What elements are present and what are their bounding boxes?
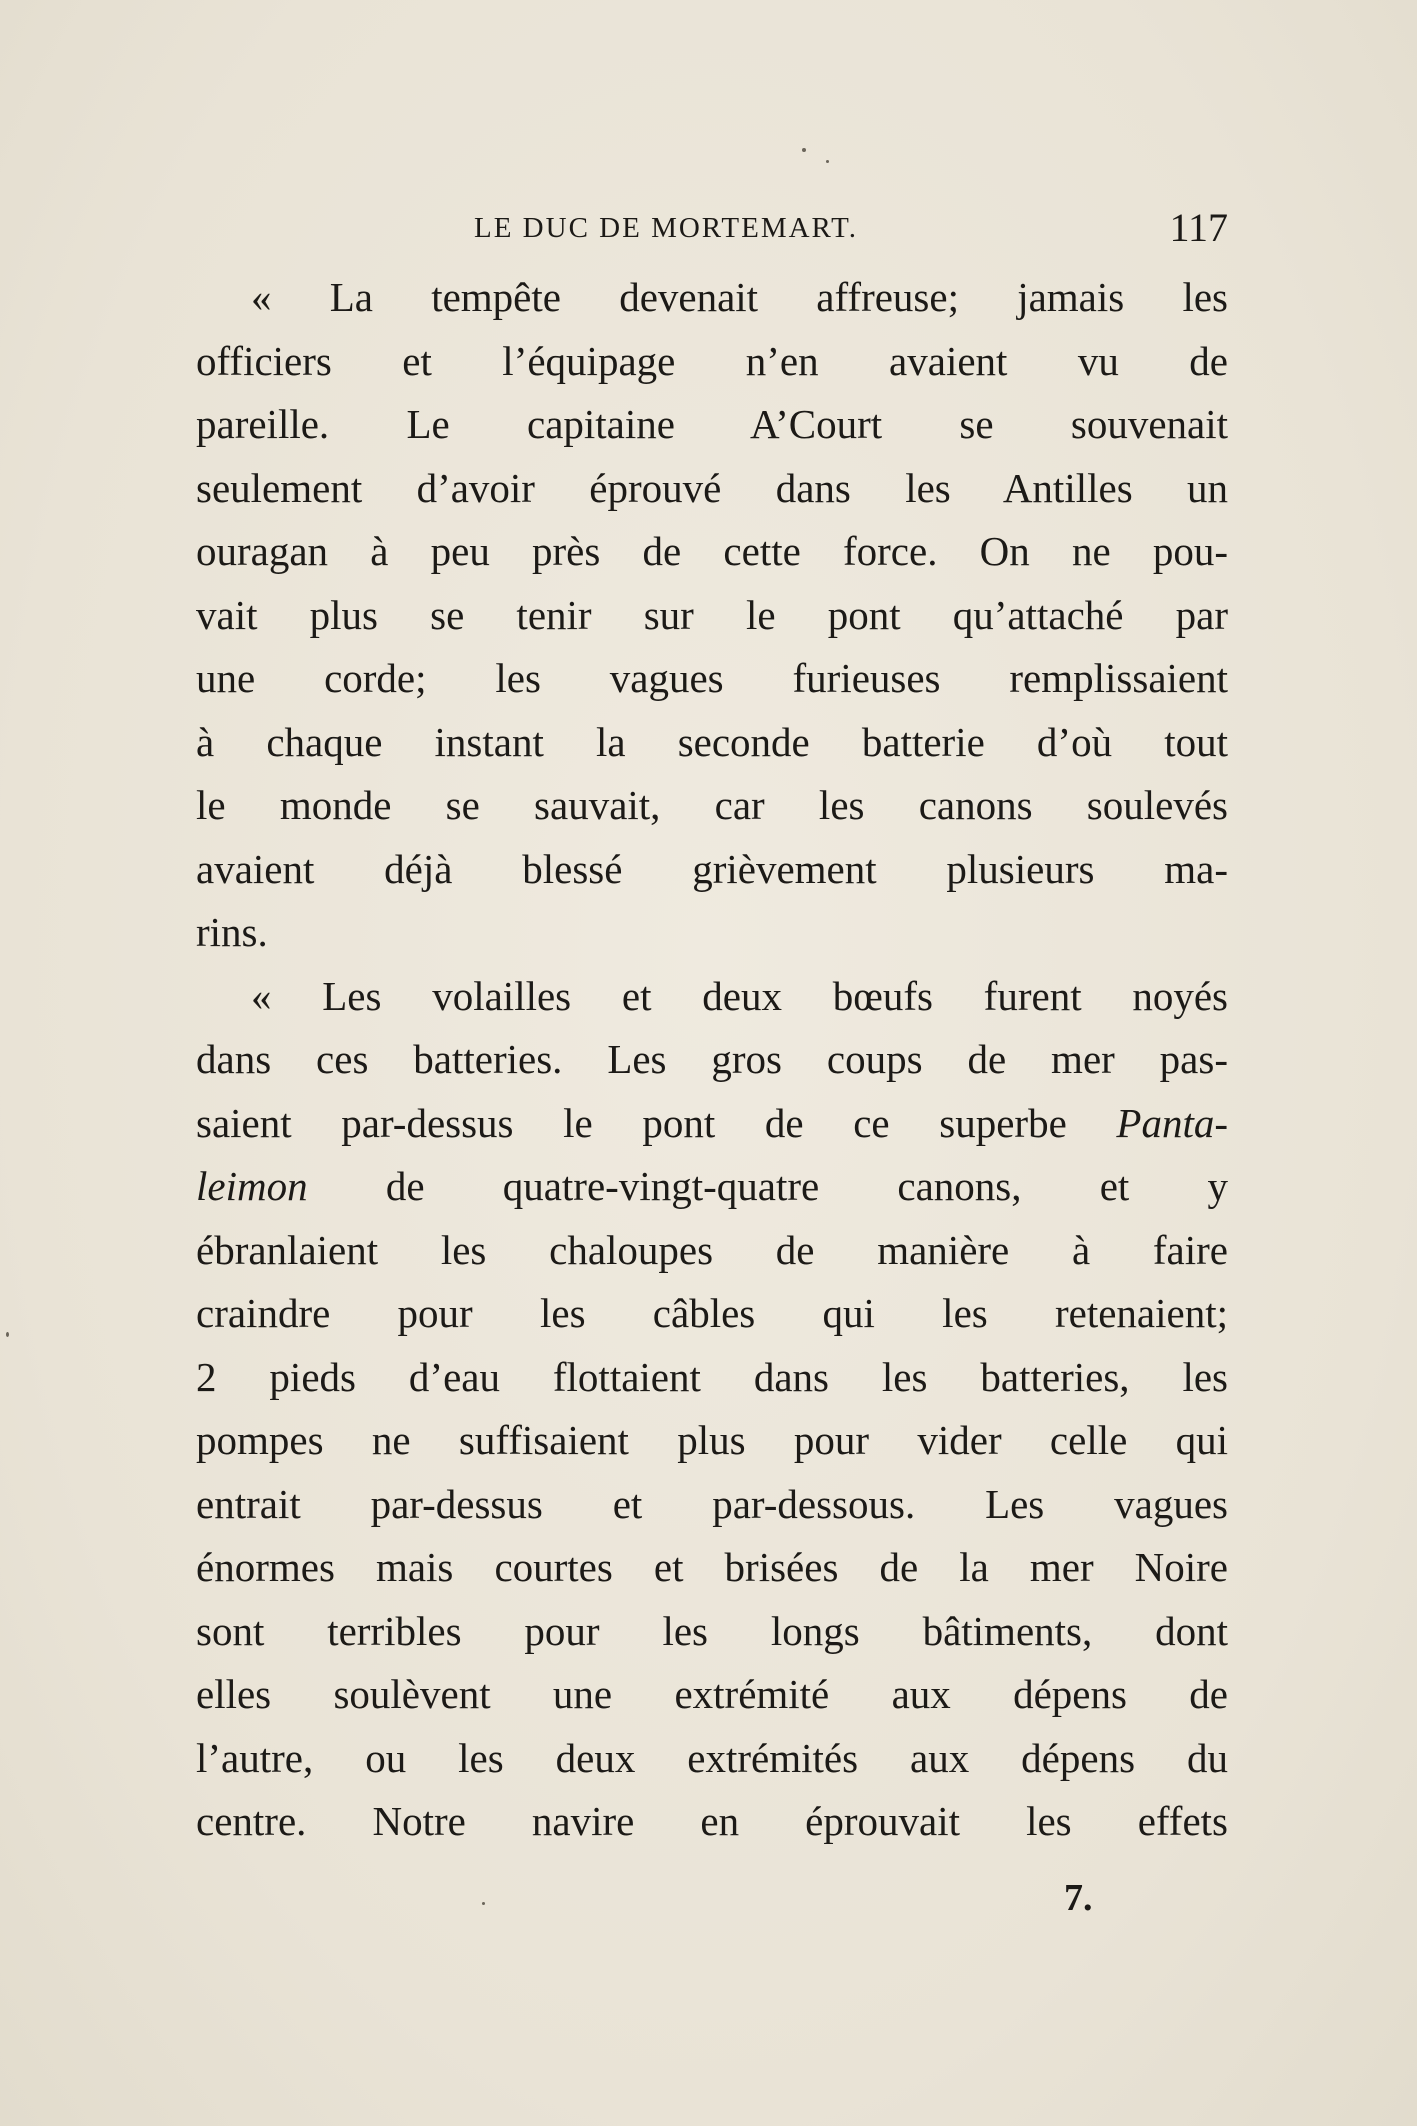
text-line: centre. Notre navire en éprouvait les effets <box>196 1798 1228 1844</box>
text-line: vait plus se tenir sur le pont qu’attaché par <box>196 591 1228 638</box>
text-line: l’autre, ou les deux extrémités aux dépens du <box>196 1734 1228 1781</box>
text-line: pompes ne suffisaient plus pour vider celle qui <box>196 1417 1228 1463</box>
text-line: avaient déjà blessé grièvement plusieurs ma- <box>196 845 1228 892</box>
paper-speck <box>802 148 806 152</box>
running-head <box>196 204 1228 254</box>
text-segment: de quatre-vingt-quatre canons, et y <box>385 1163 1229 1209</box>
text-line: « Les volailles et deux bœufs furent noyés <box>251 972 1228 1019</box>
text-line: entrait par-dessus et par-dessous. Les vagues <box>196 1480 1228 1527</box>
page-number: 117 <box>1169 205 1228 250</box>
text-line: dans ces batteries. Les gros coups de mer pas- <box>196 1036 1228 1082</box>
text-line-with-italic <box>196 1155 1228 1219</box>
signature-mark: 7. <box>1064 1877 1093 1919</box>
text-line: une corde; les vagues furieuses remplissaient <box>196 655 1228 701</box>
text-line: rins. <box>196 909 268 955</box>
text-line: seulement d’avoir éprouvé dans les Antilles un <box>196 464 1228 511</box>
running-head-title: LE DUC DE MORTEMART. <box>474 212 858 244</box>
italic-ship-name-part2: leimon <box>196 1163 308 1209</box>
text-line: sont terribles pour les longs bâtiments, dont <box>196 1607 1228 1654</box>
text-line: craindre pour les câbles qui les retenaient; <box>196 1290 1228 1336</box>
text-line: 2 pieds d’eau flottaient dans les batteries, les <box>196 1353 1228 1400</box>
text-line-with-italic <box>196 1092 1228 1156</box>
text-line: officiers et l’équipage n’en avaient vu de <box>196 337 1228 384</box>
paper-speck <box>6 1332 9 1337</box>
text-line: le monde se sauvait, car les canons soulevés <box>196 782 1228 828</box>
text-line: pareille. Le capitaine A’Court se souvenait <box>196 401 1228 447</box>
text-line: elles soulèvent une extrémité aux dépens de <box>196 1671 1228 1717</box>
text-line: énormes mais courtes et brisées de la mer Noire <box>196 1544 1228 1590</box>
text-line: ouragan à peu près de cette force. On ne pou- <box>196 528 1228 574</box>
text-line: « La tempête devenait affreuse; jamais les <box>251 274 1228 320</box>
italic-ship-name-part1: Panta- <box>1116 1099 1228 1146</box>
paper-speck <box>826 160 829 163</box>
text-segment: saient par-dessus le pont de ce superbe <box>196 1099 1117 1146</box>
text-line: ébranlaient les chaloupes de manière à faire <box>196 1226 1228 1273</box>
text-line: à chaque instant la seconde batterie d’où tout <box>196 718 1228 765</box>
text-body <box>196 266 1228 1854</box>
paper-speck <box>482 1902 485 1905</box>
